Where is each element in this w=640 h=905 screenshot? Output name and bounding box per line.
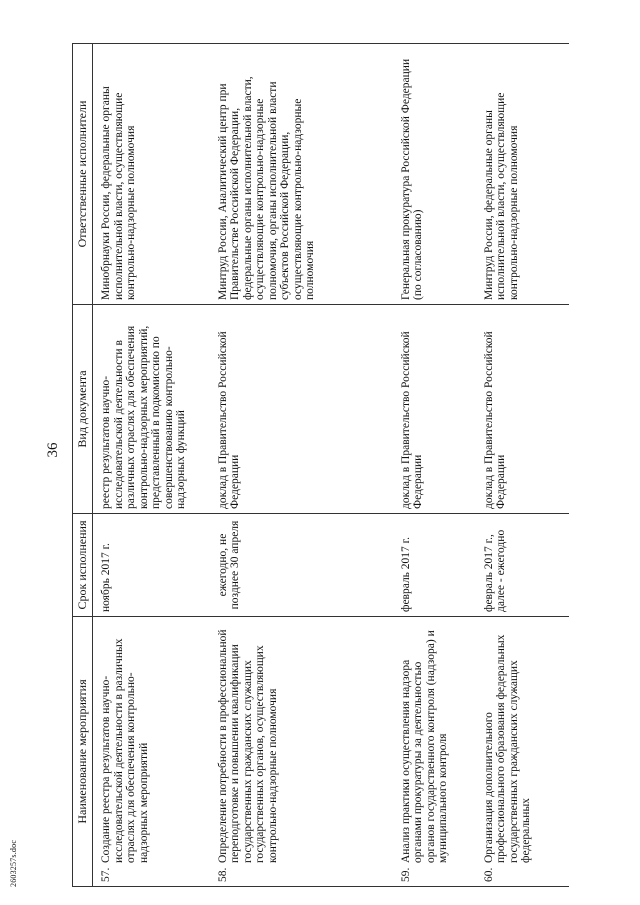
header-measure-name: Наименование мероприятия — [73, 617, 93, 887]
table-header-row — [73, 44, 93, 887]
row-number: 57. — [100, 867, 112, 882]
table-row — [211, 44, 394, 887]
measures-table — [72, 43, 569, 887]
measure-cell — [394, 617, 477, 887]
header-responsible: Ответственные исполнители — [73, 44, 93, 305]
row-number: 60. — [482, 867, 495, 882]
page-number: 36 — [45, 442, 61, 458]
table-row — [93, 44, 211, 887]
measure-cell — [211, 617, 394, 887]
responsible-cell: Генеральная прокуратура Российской Федерации (по согласованию) — [394, 44, 477, 305]
table-row — [394, 44, 477, 887]
header-deadline: Срок исполнения — [73, 514, 93, 617]
measure-cell — [477, 617, 569, 887]
document-type-cell: реестр результатов научно-исследовательской деятельности в различных отраслях для обеспечения контрольно-надзорных мероприятий, представленный в подкомиссию по совершенствованию контрольно-надзорных функций — [93, 305, 211, 514]
row-number: 58. — [216, 867, 229, 882]
measure-name: Анализ практики осуществления надзора органами прокуратуры за деятельностью органов государственного контроля (надзора) и муниципального контроля — [399, 630, 449, 863]
measure-cell — [93, 617, 211, 887]
measure-name: Определение потребности в профессиональной переподготовке и повышении квалификации государственных гражданских служащих государственных органов, осуществляющих контрольно-надзорные полномочия — [216, 629, 279, 863]
responsible-cell: Минтруд России, Аналитический центр при Правительстве Российской Федерации, федеральные органы исполнительной власти, осуществляющие контрольно-надзорные полномочия, органы исполнительной власти субъектов Российской Федерации, осуществляющие контрольно-надзорные полномочия — [211, 44, 394, 305]
document-type-cell: доклад в Правительство Российской Федерации — [394, 305, 477, 514]
document-type-cell: доклад в Правительство Российской Федерации — [211, 305, 394, 514]
deadline-cell: февраль 2017 г. — [394, 514, 477, 617]
measure-name: Создание реестра результатов научно-исследовательской деятельности в различных отраслях для обеспечения контрольно-надзорных мероприятий — [100, 638, 150, 863]
table-row — [477, 44, 569, 887]
measure-name: Организация дополнительного профессионального образования федеральных государственных гражданских служащих федеральных — [482, 634, 532, 863]
document-code: 2603257s.doc — [9, 839, 18, 887]
deadline-cell: ежегодно, не позднее 30 апреля — [211, 514, 394, 617]
responsible-cell: Минтруд России, федеральные органы исполнительной власти, осуществляющие контрольно-надзорные полномочия — [477, 44, 569, 305]
responsible-cell: Минобрнауки России, федеральные органы исполнительной власти, осуществляющие контрольно-надзорные полномочия — [93, 44, 211, 305]
deadline-cell: ноябрь 2017 г. — [93, 514, 211, 617]
row-number: 59. — [399, 867, 412, 882]
document-type-cell: доклад в Правительство Российской Федерации — [477, 305, 569, 514]
header-document-type: Вид документа — [73, 305, 93, 514]
deadline-cell: февраль 2017 г., далее - ежегодно — [477, 514, 569, 617]
